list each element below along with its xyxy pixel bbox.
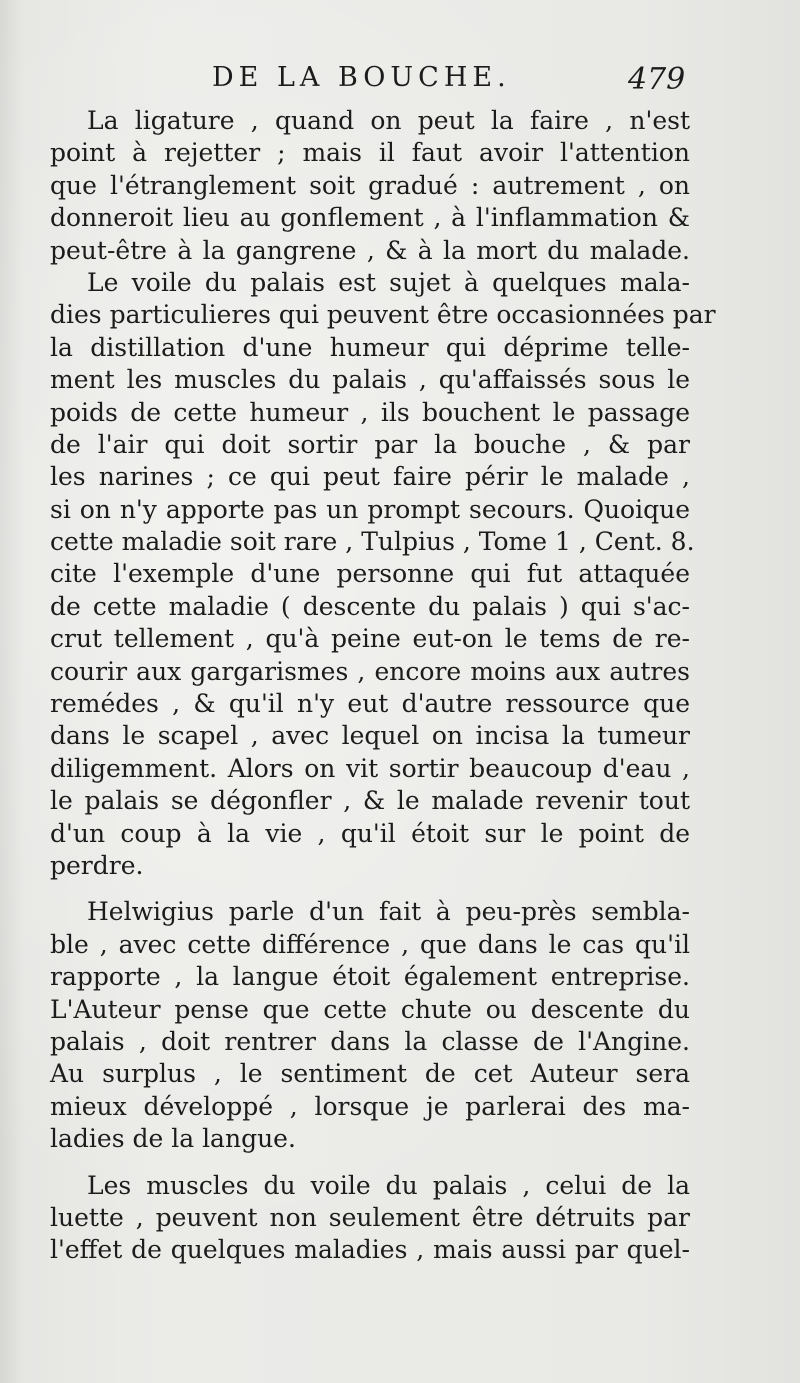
text-line: cite l'exemple d'une personne qui fut attaquée — [50, 559, 690, 589]
paragraph-gap — [50, 1156, 690, 1170]
text-line: palais , doit rentrer dans la classe de l'Angine. — [50, 1026, 690, 1056]
text-line: l'effet de quelques maladies , mais aussi par quel- — [50, 1235, 690, 1265]
page-number: 479 — [628, 62, 686, 97]
text-line: Helwigius parle d'un fait à peu-près sembla- — [87, 897, 690, 927]
text-line: crut tellement , qu'à peine eut-on le tems de re- — [50, 624, 690, 654]
text-line: le palais se dégonfler , & le malade revenir tout — [50, 786, 690, 816]
text-line: point à rejetter ; mais il faut avoir l'attention — [50, 138, 690, 168]
text-line: rapporte , la langue étoit également entreprise. — [50, 962, 690, 992]
text-line: ment les muscles du palais , qu'affaissés sous le — [50, 365, 690, 395]
text-line: dans le scapel , avec lequel on incisa la tumeur — [50, 721, 690, 751]
body-text — [50, 105, 716, 1267]
text-line: si on n'y apporte pas un prompt secours. Quoique — [50, 494, 690, 524]
paragraph — [50, 267, 716, 882]
text-line: Les muscles du voile du palais , celui de la — [87, 1170, 690, 1200]
text-line: ladies de la langue. — [50, 1124, 296, 1154]
text-line: d'un coup à la vie , qu'il étoit sur le point de — [50, 818, 690, 848]
paragraph — [50, 105, 690, 267]
text-line: Le voile du palais est sujet à quelques mala- — [87, 267, 690, 297]
text-line: luette , peuvent non seulement être détruits par — [50, 1202, 690, 1232]
text-line: mieux développé , lorsque je parlerai des ma- — [50, 1091, 690, 1121]
text-line: remédes , & qu'il n'y eut d'autre ressource que — [50, 689, 690, 719]
text-line: courir aux gargarismes , encore moins aux autres — [50, 656, 690, 686]
paragraph — [50, 1170, 690, 1267]
running-title: DE LA BOUCHE. — [212, 62, 511, 93]
text-line: Au surplus , le sentiment de cet Auteur sera — [50, 1059, 690, 1089]
text-line: L'Auteur pense que cette chute ou descente du — [50, 994, 690, 1024]
text-line: que l'étranglement soit gradué : autrement , on — [50, 170, 690, 200]
text-line: de cette maladie ( descente du palais ) qui s'ac- — [50, 591, 690, 621]
text-line: perdre. — [50, 850, 144, 880]
text-line: la distillation d'une humeur qui déprime telle- — [50, 332, 690, 362]
text-line: dies particulieres qui peuvent être occasionnées par — [50, 300, 716, 330]
text-line: diligemment. Alors on vit sortir beaucoup d'eau , — [50, 753, 690, 783]
text-line: les narines ; ce qui peut faire périr le malade , — [50, 462, 690, 492]
text-line: La ligature , quand on peut la faire , n'est — [87, 106, 690, 135]
text-line: poids de cette humeur , ils bouchent le passage — [50, 397, 690, 427]
text-line: de l'air qui doit sortir par la bouche , & par — [50, 429, 690, 459]
paragraph — [50, 896, 690, 1155]
text-line: peut-être à la gangrene , & à la mort du malade. — [50, 235, 690, 265]
paragraph-gap — [50, 882, 690, 896]
text-line: ble , avec cette différence , que dans le cas qu'il — [50, 929, 690, 959]
text-line: donneroit lieu au gonflement , à l'inflammation & — [50, 203, 690, 233]
text-line: cette maladie soit rare , Tulpius , Tome 1 , Cent. 8. — [50, 527, 695, 557]
